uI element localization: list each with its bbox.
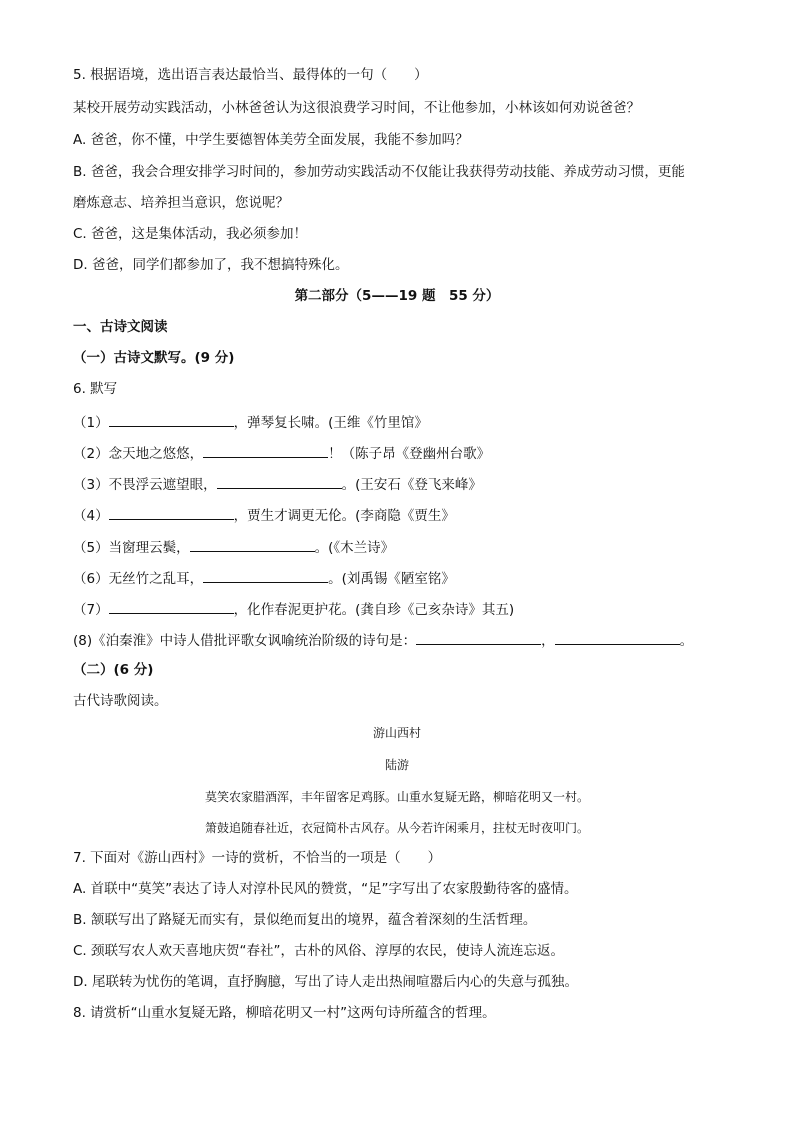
answer-blank[interactable] xyxy=(416,630,541,645)
item-source: ，弹琴复长啸。(王维《竹里馆》 xyxy=(233,415,428,431)
item-prefix: （7） xyxy=(73,602,109,618)
poem-title: 游山西村 xyxy=(372,726,421,740)
q7-stem: 7. 下面对《游山西村》一诗的赏析，不恰当的一项是（ ） xyxy=(73,850,442,866)
q6-item-1 xyxy=(73,412,428,432)
q7-option-a: A. 首联中“莫笑”表达了诗人对淳朴民风的赞赏，“足”字写出了农家殷勤待客的盛情。 xyxy=(73,881,578,897)
answer-blank[interactable] xyxy=(109,599,234,614)
part2-title: 第二部分（5——19 题 55 分） xyxy=(294,288,500,304)
answer-blank[interactable] xyxy=(109,412,234,427)
q7-option-c: C. 颈联写农人欢天喜地庆贺“春社”，古朴的风俗、淳厚的农民，使诗人流连忘返。 xyxy=(73,943,564,959)
q6-item-4 xyxy=(73,505,455,525)
q8-stem: 8. 请赏析“山重水复疑无路，柳暗花明又一村”这两句诗所蕴含的哲理。 xyxy=(73,1005,496,1021)
item-prefix: （2）念天地之悠悠， xyxy=(73,446,204,462)
poem-line-1: 莫笑农家腊酒浑，丰年留客足鸡豚。山重水复疑无路，柳暗花明又一村。 xyxy=(204,790,589,804)
answer-blank[interactable] xyxy=(203,568,328,583)
item-prefix: (8)《泊秦淮》中诗人借批评歌女讽喻统治阶级的诗句是： xyxy=(73,633,417,649)
subsection1-title: （一）古诗文默写。(9 分) xyxy=(73,350,235,366)
q5-option-a: A. 爸爸，你不懂，中学生要德智体美劳全面发展，我能不参加吗？ xyxy=(73,132,469,148)
q5-option-d: D. 爸爸，同学们都参加了，我不想搞特殊化。 xyxy=(73,257,349,273)
q5-option-c: C. 爸爸，这是集体活动，我必须参加！ xyxy=(73,226,308,242)
item-source: 。(王安石《登飞来峰》 xyxy=(341,477,482,493)
subsection2-title: （二）(6 分) xyxy=(73,662,154,678)
item-source: 。(刘禹锡《陋室铭》 xyxy=(328,571,455,587)
item-prefix: （4） xyxy=(73,508,109,524)
poem-line-2: 箫鼓追随春社近，衣冠简朴古风存。从今若许闲乘月，拄杖无时夜叩门。 xyxy=(204,821,589,835)
q6-item-7 xyxy=(73,599,514,619)
item-source: ，贾生才调更无伦。(李商隐《贾生》 xyxy=(233,508,455,524)
answer-blank[interactable] xyxy=(190,537,315,552)
answer-blank[interactable] xyxy=(217,474,342,489)
item-sep: ， xyxy=(541,633,555,649)
poem-intro: 古代诗歌阅读。 xyxy=(73,693,168,709)
item-source: ！（陈子昂《登幽州台歌》 xyxy=(328,446,491,462)
item-prefix: （3）不畏浮云遮望眼， xyxy=(73,477,217,493)
item-source: 。(《木兰诗》 xyxy=(314,540,395,556)
section1-title: 一、古诗文阅读 xyxy=(73,319,168,335)
q7-option-b: B. 颔联写出了路疑无而实有，景似绝而复出的境界，蕴含着深刻的生活哲理。 xyxy=(73,912,537,928)
answer-blank[interactable] xyxy=(109,505,234,520)
q6-item-6 xyxy=(73,568,455,588)
answer-blank[interactable] xyxy=(203,443,328,458)
answer-blank[interactable] xyxy=(555,630,680,645)
q6-item-5 xyxy=(73,537,394,557)
item-prefix: （6）无丝竹之乱耳， xyxy=(73,571,204,587)
q5-stem: 5. 根据语境，选出语言表达最恰当、最得体的一句（ ） xyxy=(73,67,428,83)
q5-context: 某校开展劳动实践活动，小林爸爸认为这很浪费学习时间，不让他参加，小林该如何劝说爸爸？ xyxy=(73,100,640,116)
q6-item-3 xyxy=(73,474,482,494)
item-prefix: （5）当窗理云鬓， xyxy=(73,540,190,556)
q6-stem: 6. 默写 xyxy=(73,381,118,397)
q6-item-8 xyxy=(73,630,693,650)
q5-option-b: B. 爸爸，我会合理安排学习时间的，参加劳动实践活动不仅能让我获得劳动技能、养成劳动习惯，更能 xyxy=(73,164,685,180)
item-prefix: （1） xyxy=(73,415,109,431)
q6-item-2 xyxy=(73,443,490,463)
q5-option-b-cont: 磨炼意志、培养担当意识，您说呢？ xyxy=(73,195,289,211)
poem-author: 陆游 xyxy=(384,758,409,772)
item-source: ，化作春泥更护花。(龚自珍《己亥杂诗》其五) xyxy=(233,602,515,618)
item-end: 。 xyxy=(679,633,694,649)
q7-option-d: D. 尾联转为忧伤的笔调，直抒胸臆，写出了诗人走出热闹喧嚣后内心的失意与孤独。 xyxy=(73,974,578,990)
